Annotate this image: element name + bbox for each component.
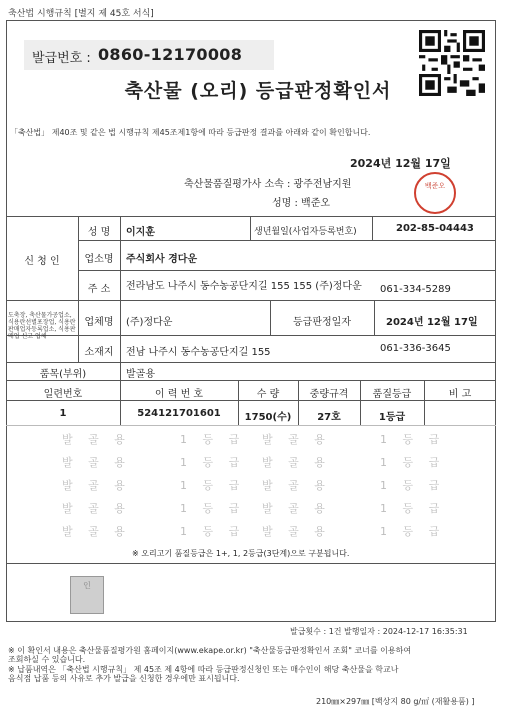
grade-footnote: ※ 오리고기 품질등급은 1+, 1, 2등급(3단계)으로 구분됩니다.	[132, 549, 350, 558]
divider	[78, 270, 496, 271]
row-trace: 524121701601	[137, 408, 221, 419]
note-line: 조회하실 수 있습니다.	[8, 655, 86, 664]
filler-text: 발 골 용	[62, 479, 131, 492]
intro-text: 「축산법」 제40조 및 같은 법 시행규칙 제45조제1항에 따라 등급판정 결과를 아래와 같이 확인합니다.	[10, 128, 371, 137]
facility-address-label: 소재지	[84, 347, 114, 358]
filler-text: 발 골 용	[62, 456, 131, 469]
filler-text: 1 등 급	[380, 433, 446, 446]
filler-text: 1 등 급	[180, 525, 246, 538]
divider	[6, 300, 496, 301]
divider	[374, 300, 375, 335]
stamp-text: 인	[83, 581, 91, 590]
divider	[78, 240, 496, 241]
divider	[6, 216, 496, 217]
issue-number: 0860-12170008	[98, 45, 243, 64]
item-label: 품목(부위)	[39, 369, 87, 380]
facility-group-label: 도축장, 축산물가공업소, 식용란선별포장업, 식용란판매업자등록업소, 식용판매업 신고 업체	[8, 312, 76, 340]
facility-phone: 061-336-3645	[380, 343, 451, 354]
paper-spec: 210㎜×297㎜ [백상지 80 g/㎡ (재활용품) ]	[316, 697, 475, 706]
address-label: 주 소	[87, 284, 111, 295]
official-seal	[414, 172, 456, 214]
filler-text: 1 등 급	[180, 433, 246, 446]
filler-text: 발 골 용	[262, 502, 331, 515]
col-header-qty: 수 량	[256, 389, 280, 400]
filler-text: 1 등 급	[180, 502, 246, 515]
filler-text: 발 골 용	[262, 525, 331, 538]
filler-text: 1 등 급	[180, 479, 246, 492]
note-line: ※ 이 확인서 내용은 축산물품질평가원 홈페이지(www.ekape.or.kr) "축산물등급판정확인서 조회" 코너를 이용하여	[8, 646, 412, 655]
divider	[6, 400, 496, 401]
applicant-name: 이지훈	[126, 227, 155, 238]
grading-date: 2024년 12월 17일	[386, 317, 478, 328]
note-line: ※ 납품내역은 「축산법 시행규칙」 제 45조 제 4항에 따라 등급판정신청인 또는 매수인이 해당 축산물을 학교나	[8, 665, 399, 674]
applicant-address: 전라남도 나주시 동수농공단지길 155 155 (주)정다운	[126, 281, 362, 292]
applicant-group-label: 신 청 인	[24, 256, 60, 267]
item-value: 발골용	[126, 369, 155, 380]
birth-value: 202-85-04443	[396, 223, 474, 234]
applicant-phone: 061-334-5289	[380, 284, 451, 295]
grading-date-label: 등급판정일자	[293, 317, 351, 328]
organization: 축산물품질평가사 소속 : 광주전남지원	[184, 179, 352, 190]
facility-company-label: 업체명	[84, 317, 114, 328]
divider	[250, 216, 251, 240]
applicant-company: 주식회사 경다운	[126, 254, 198, 265]
filler-text: 발 골 용	[262, 433, 331, 446]
filler-text: 발 골 용	[262, 456, 331, 469]
divider	[120, 362, 121, 380]
divider	[6, 425, 496, 426]
row-weight: 27호	[317, 412, 341, 423]
row-serial: 1	[59, 408, 67, 419]
document-title: 축산물 (오리) 등급판정확인서	[124, 80, 392, 102]
divider	[6, 362, 496, 363]
note-line: 음식점 납품 등의 사유로 추가 발급을 신청한 경우에만 표시됩니다.	[8, 674, 240, 683]
seal-text: 백준오	[424, 182, 446, 190]
filler-text: 1 등 급	[380, 479, 446, 492]
filler-text: 1 등 급	[380, 525, 446, 538]
issue-number-label: 발급번호 :	[32, 51, 91, 66]
divider	[6, 335, 496, 336]
company-label: 업소명	[84, 254, 114, 265]
divider	[120, 216, 121, 362]
row-qty: 1750(수)	[244, 412, 292, 423]
col-header-grade: 품질등급	[372, 389, 412, 400]
birth-label: 생년월일(사업자등록번호)	[254, 227, 357, 237]
evaluator-name: 성명 : 백준오	[272, 198, 331, 209]
col-header-serial: 일련번호	[43, 389, 83, 400]
divider	[372, 216, 373, 240]
divider	[6, 380, 496, 381]
facility-address: 전남 나주시 동수농공단지길 155	[126, 347, 271, 358]
filler-text: 1 등 급	[380, 502, 446, 515]
filler-text: 1 등 급	[380, 456, 446, 469]
facility-company: (주)정다운	[126, 317, 173, 328]
filler-text: 발 골 용	[62, 433, 131, 446]
row-grade: 1등급	[378, 412, 406, 423]
filler-text: 발 골 용	[62, 525, 131, 538]
official-stamp	[70, 576, 104, 614]
name-label: 성 명	[87, 227, 111, 238]
filler-text: 1 등 급	[180, 456, 246, 469]
col-header-note: 비 고	[448, 389, 472, 400]
issue-meta: 발급횟수 : 1건 발행일자 : 2024-12-17 16:35:31	[290, 627, 468, 636]
filler-text: 발 골 용	[62, 502, 131, 515]
col-header-trace: 이 력 번 호	[154, 389, 204, 400]
filler-text: 발 골 용	[262, 479, 331, 492]
divider	[6, 563, 496, 564]
form-header-note: 축산법 시행규칙 [별지 제 45호 서식]	[8, 9, 154, 19]
issue-date: 2024년 12월 17일	[350, 157, 451, 170]
col-header-weight: 중량규격	[309, 389, 349, 400]
